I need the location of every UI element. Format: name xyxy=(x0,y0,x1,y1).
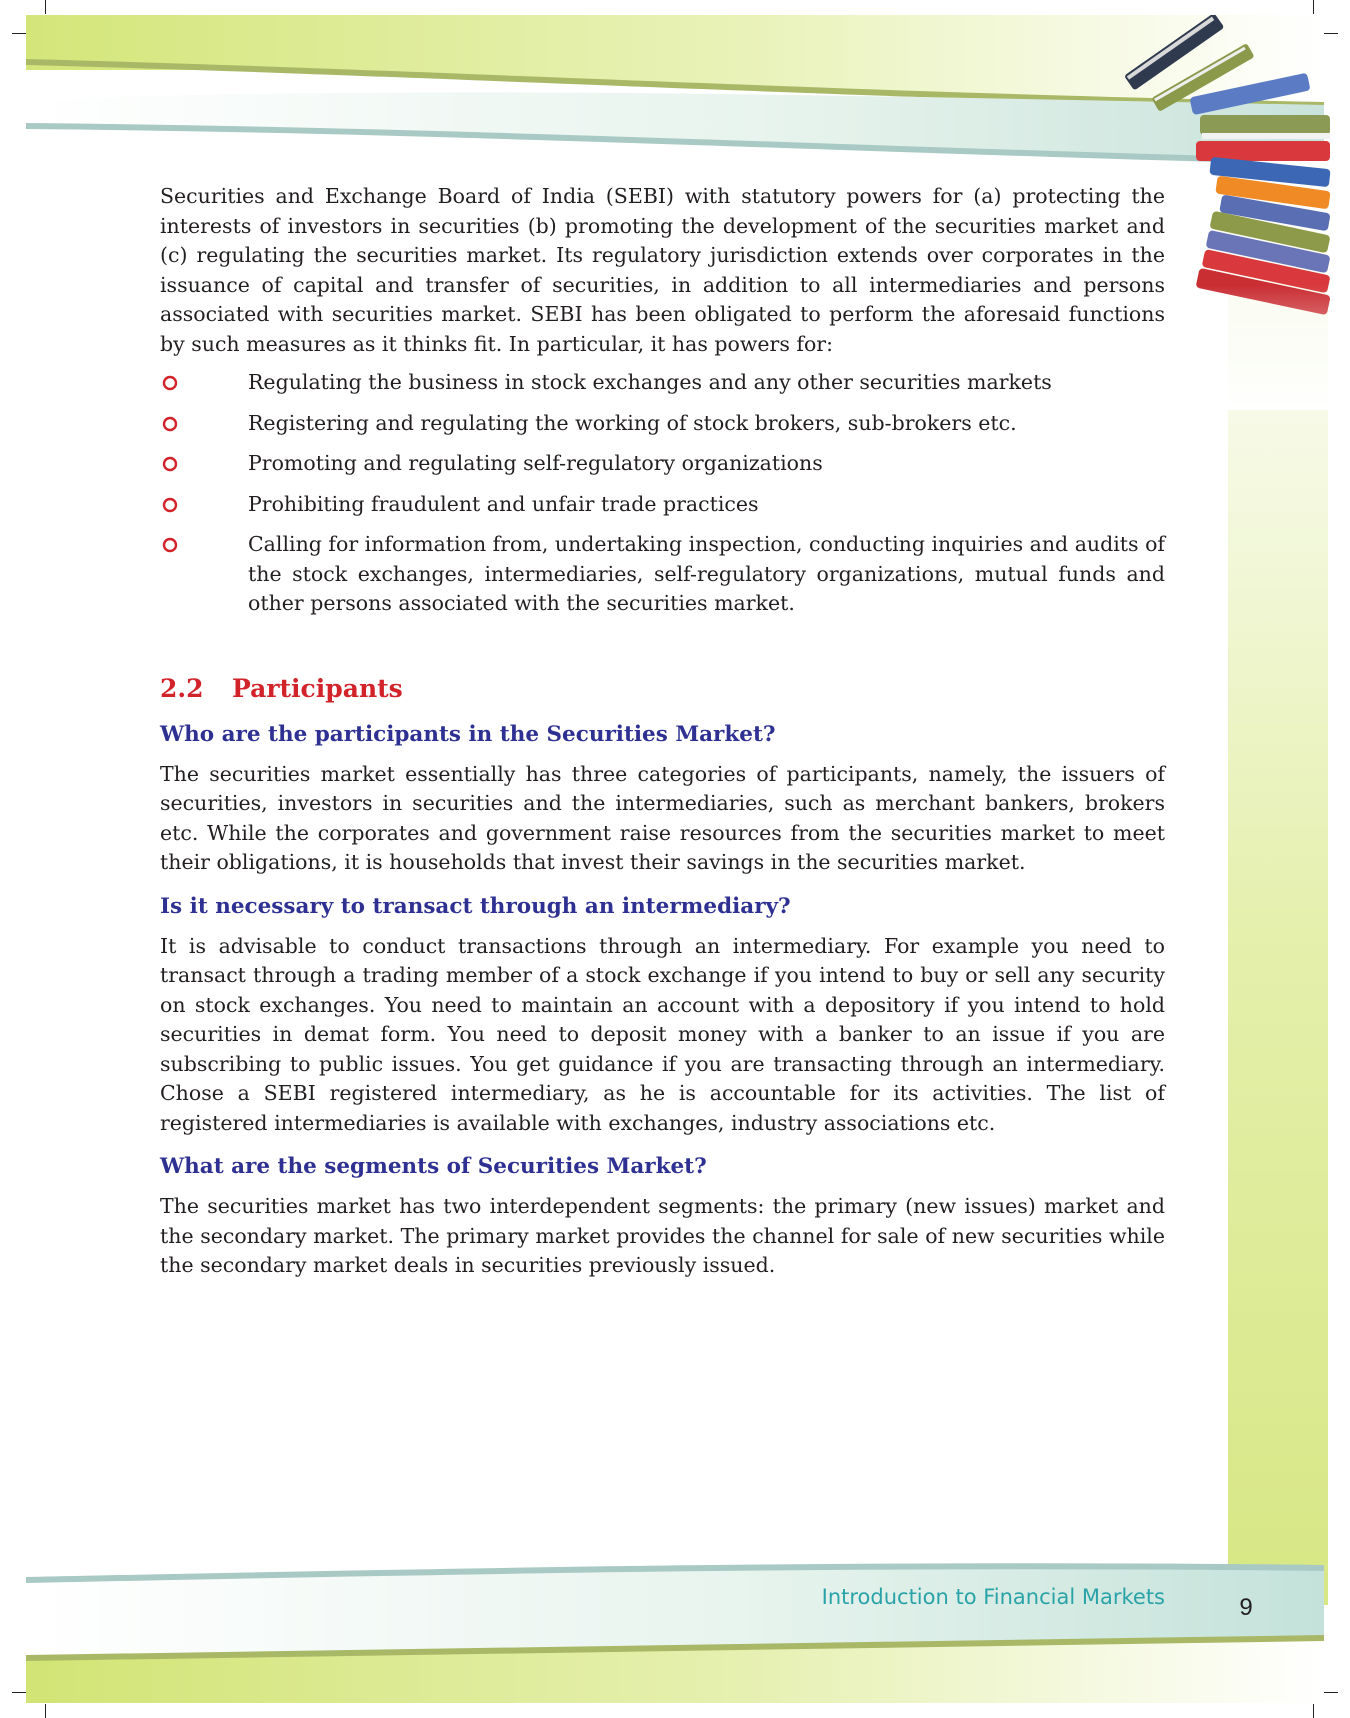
open-circle-icon xyxy=(162,537,178,553)
open-circle-icon xyxy=(162,497,178,513)
answer-paragraph: The securities market has two interdependent segments: the primary (new issues) market and the secondary market. The primary market provides the channel for sale of new securities while the secondary market deals in securities previously issued. xyxy=(160,1194,1165,1277)
section-heading xyxy=(160,672,1165,706)
answer-paragraph: The securities market essentially has three categories of participants, namely, the issuers of securities, investors in securities and the intermediaries, such as merchant bankers, brokers etc. While the corporates and government raise resources from the securities market to meet their obligations, it is households that invest their savings in the securities market. xyxy=(160,761,1165,874)
list-item-text: Promoting and regulating self-regulatory organizations xyxy=(248,451,823,475)
intro-paragraph: Securities and Exchange Board of India (SEBI) with statutory powers for (a) protecting the interests of investors in securities (b) promoting the development of the securities market and (c) regulating the securities market. Its regulatory jurisdiction extends over corporates in the issuance of capital and transfer of securities, in addition to all intermediaries and persons associated with securities market. SEBI has been obligated to perform the aforesaid functions by such measures as it thinks fit. In particular, it has powers for: xyxy=(160,184,1165,356)
list-item xyxy=(160,409,1165,439)
section-title: Participants xyxy=(232,673,403,703)
list-item-text: Calling for information from, undertaking inspection, conducting inquiries and audits of the stock exchanges, intermediaries, self-regulatory organizations, mutual funds and other persons associated with the securities market. xyxy=(248,532,1166,615)
list-item xyxy=(160,490,1165,520)
list-item xyxy=(160,368,1165,398)
list-item-text: Registering and regulating the working of stock brokers, sub-brokers etc. xyxy=(248,410,1017,435)
footer-book-title: Introduction to Financial Markets xyxy=(821,1585,1165,1609)
answer-paragraph: It is advisable to conduct transactions through an intermediary. For example you need to transact through a trading member of a stock exchange if you intend to buy or sell any security on stock exchanges. You need to maintain an account with a depository if you intend to hold securities in demat form. You need to deposit money with a banker to an issue if you are subscribing to public issues. You get guidance if you are transacting through an intermediary. Chose a SEBI registered intermediary, as he is accountable for its activities. The list of registered intermediaries is available with exchanges, industry associations etc. xyxy=(160,933,1165,1135)
open-circle-icon xyxy=(162,375,178,391)
question-heading: Who are the participants in the Securities Market? xyxy=(160,721,776,747)
footer-wave-band xyxy=(0,1560,1350,1718)
open-circle-icon xyxy=(162,416,178,432)
page-number: 9 xyxy=(1239,1594,1253,1621)
list-item-text: Regulating the business in stock exchanges and any other securities markets xyxy=(248,370,1052,394)
page-content xyxy=(160,182,1165,1281)
list-item-text: Prohibiting fraudulent and unfair trade practices xyxy=(248,491,759,516)
list-item xyxy=(160,449,1165,479)
powers-list xyxy=(160,368,1165,619)
section-number: 2.2 xyxy=(160,673,204,703)
open-circle-icon xyxy=(162,456,178,472)
question-heading: Is it necessary to transact through an intermediary? xyxy=(160,893,791,919)
list-item xyxy=(160,530,1165,619)
question-heading: What are the segments of Securities Market? xyxy=(160,1154,707,1179)
